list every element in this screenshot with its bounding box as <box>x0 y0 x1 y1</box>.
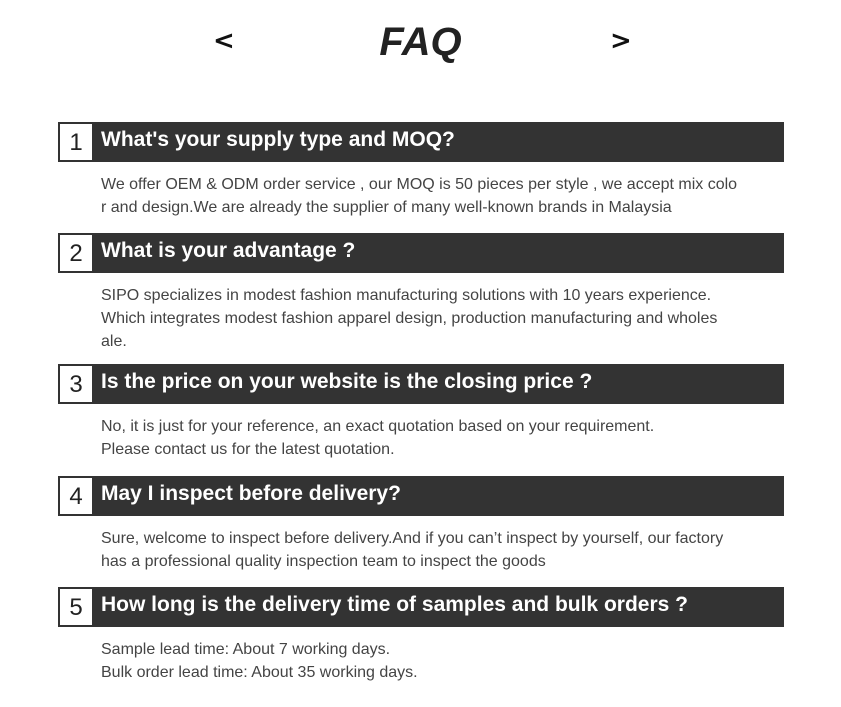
page-title <box>0 16 841 68</box>
faq-question: How long is the delivery time of samples and bulk orders ? <box>101 593 688 616</box>
faq-number: 5 <box>58 587 92 627</box>
faq-question-bar <box>58 476 784 516</box>
faq-number: 3 <box>58 364 92 404</box>
faq-answer: No, it is just for your reference, an exact quotation based on your requirement. Please contact us for the latest quotation. <box>101 418 655 458</box>
faq-answer: SIPO specializes in modest fashion manufacturing solutions with 10 years experience. Which integrates modest fashion apparel design, production manufacturing and wholes ale. <box>101 287 718 350</box>
faq-question-bar <box>58 233 784 273</box>
faq-question: Is the price on your website is the closing price ? <box>101 370 593 393</box>
prev-arrow-icon[interactable]: < <box>213 26 235 56</box>
faq-answer: Sure, welcome to inspect before delivery.And if you can’t inspect by yourself, our factory has a professional quality inspection team to inspect the goods <box>101 530 724 570</box>
faq-question-bar <box>58 122 784 162</box>
faq-question: What is your advantage ? <box>101 239 356 262</box>
next-arrow-icon[interactable]: > <box>610 26 632 56</box>
faq-number: 4 <box>58 476 92 516</box>
faq-header <box>0 0 841 90</box>
page-title-text: FAQ <box>379 20 462 64</box>
faq-question-bar <box>58 364 784 404</box>
faq-item-1 <box>58 122 784 219</box>
faq-item-4 <box>58 476 784 573</box>
faq-answer: Sample lead time: About 7 working days. Bulk order lead time: About 35 working days. <box>101 641 418 681</box>
faq-question: What's your supply type and MOQ? <box>101 128 455 151</box>
faq-item-3 <box>58 364 784 461</box>
faq-answer: We offer OEM & ODM order service , our MOQ is 50 pieces per style , we accept mix colo r and design.We are already the supplier of many well-known brands in Malaysia <box>101 176 738 216</box>
faq-question: May I inspect before delivery? <box>101 482 401 505</box>
faq-number: 2 <box>58 233 92 273</box>
faq-item-2 <box>58 233 784 353</box>
faq-item-5 <box>58 587 784 684</box>
faq-number: 1 <box>58 122 92 162</box>
faq-question-bar <box>58 587 784 627</box>
